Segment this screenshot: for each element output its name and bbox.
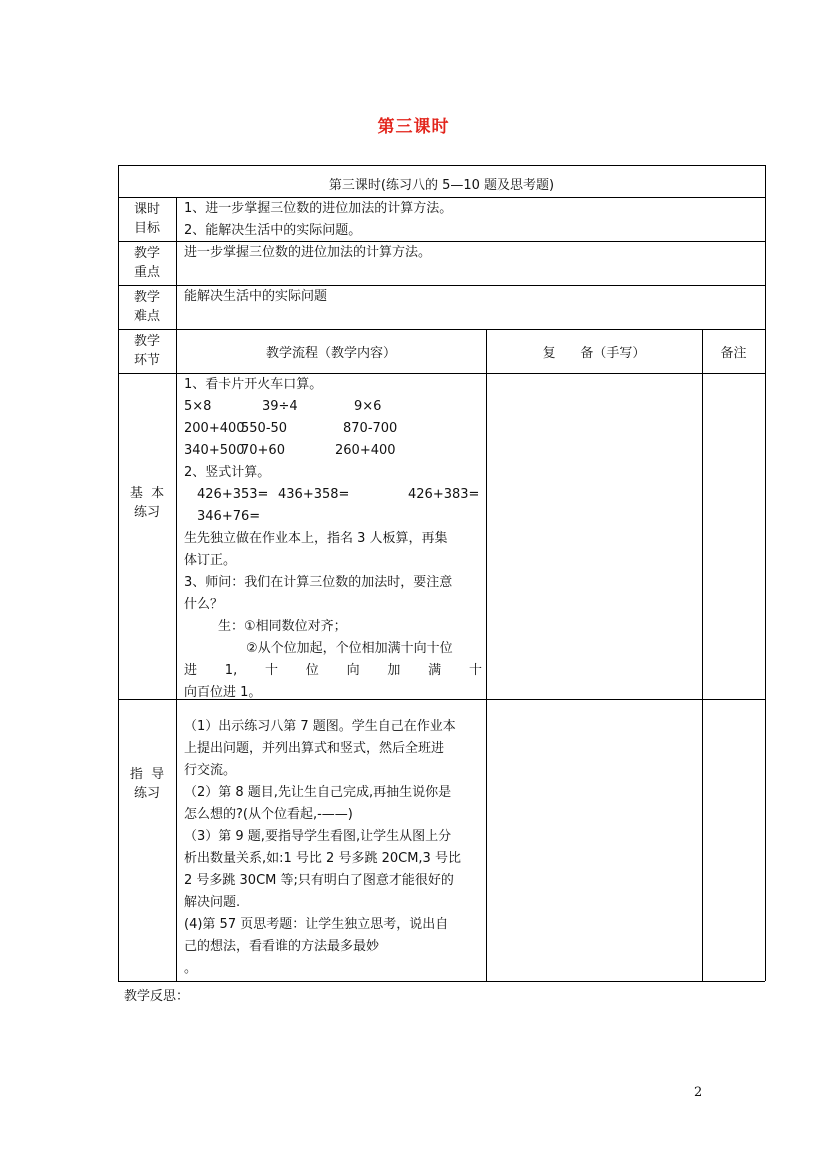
student-answer: 进 1, 十 位 向 加 满 十	[184, 663, 482, 678]
key-points-label: 教学 重点	[133, 246, 160, 280]
written-calc-row: 426+353= 436+358= 426+383=	[197, 487, 480, 502]
oral-calc-heading: 1、看卡片开火车口算。	[184, 377, 323, 392]
difficult-points-content: 能解决生活中的实际问题	[184, 289, 328, 304]
oral-calc-row: 5×8 39÷4 9×6	[184, 399, 382, 414]
table-line	[702, 329, 703, 981]
table-line	[118, 329, 765, 330]
stage-label: 教学 环节	[133, 334, 160, 368]
basic-practice-label: 基 本 练习	[129, 486, 165, 520]
notes-column-header: 备注	[720, 346, 747, 361]
oral-calc-row: 200+400550-50 870-700	[184, 421, 398, 436]
written-calc-row: 346+76=	[197, 509, 261, 524]
page-title: 第三课时	[377, 117, 450, 137]
header-row: 第三课时(练习八的 5—10 题及思考题)	[328, 178, 555, 193]
teaching-reflection-label: 教学反思：	[124, 989, 190, 1004]
objectives-label: 课时 目标	[133, 202, 160, 236]
student-answer: 生：①相同数位对齐；	[218, 619, 347, 634]
key-points-content: 进一步掌握三位数的进位加法的计算方法。	[184, 245, 432, 260]
guided-practice-content: （1）出示练习八第 7 题图。学生自己在作业本 上提出问题，并列出算式和竖式，然后全班进 行交流。 （2）第 8 题目,先让生自己完成,再抽生说你是 怎么想的?(从个位看起,-——) （3）第 9 题,要指导学生看图,让学生从图上分 析出数量关系,如:1 号比 2 号多跳 20CM,3 号比 2 号多跳 30CM 等;只有明白了图意才能很好的 解决问题. (4)第 57 页思考题：让学生独立思考，说出自 己的想法，看看谁的方法最多最妙 。	[184, 719, 461, 976]
table-border-bottom	[118, 981, 765, 982]
oral-calc-row: 340+50070+60 260+400	[184, 443, 396, 458]
table-border-right	[765, 165, 766, 981]
student-answer: ②从个位加起，个位相加满十向十位	[246, 641, 453, 656]
guided-practice-label: 指 导 练习	[129, 767, 165, 801]
objectives-content: 1、进一步掌握三位数的进位加法的计算方法。 2、能解决生活中的实际问题。	[184, 201, 453, 238]
basic-practice-content: 1、看卡片开火车口算。 5×8 39÷4 9×6 200+400550-50 870-700 340+50070+60 260+400 2、竖式计算。 426+353= 436+358= 426+383= 346+76= 生先独立做在作业本上，指名 3 人板算，再集 体订正。 3、师问：我们在计算三位数的加法时，要注意 什么？ 生：①相同数位对齐； ②从个位加起，个位相加满十向十位 进 1, 十 位 向 加 满 十 向百位进 1。	[184, 374, 482, 704]
table-line	[176, 197, 177, 981]
written-calc-heading: 2、竖式计算。	[184, 465, 271, 480]
prep-column-header: 复 备（手写）	[542, 346, 646, 361]
process-column-header: 教学流程（教学内容）	[265, 346, 396, 361]
table-border-top	[118, 165, 765, 166]
difficult-points-label: 教学 难点	[133, 290, 160, 324]
page-number: 2	[694, 1085, 703, 1100]
table-line	[486, 329, 487, 981]
